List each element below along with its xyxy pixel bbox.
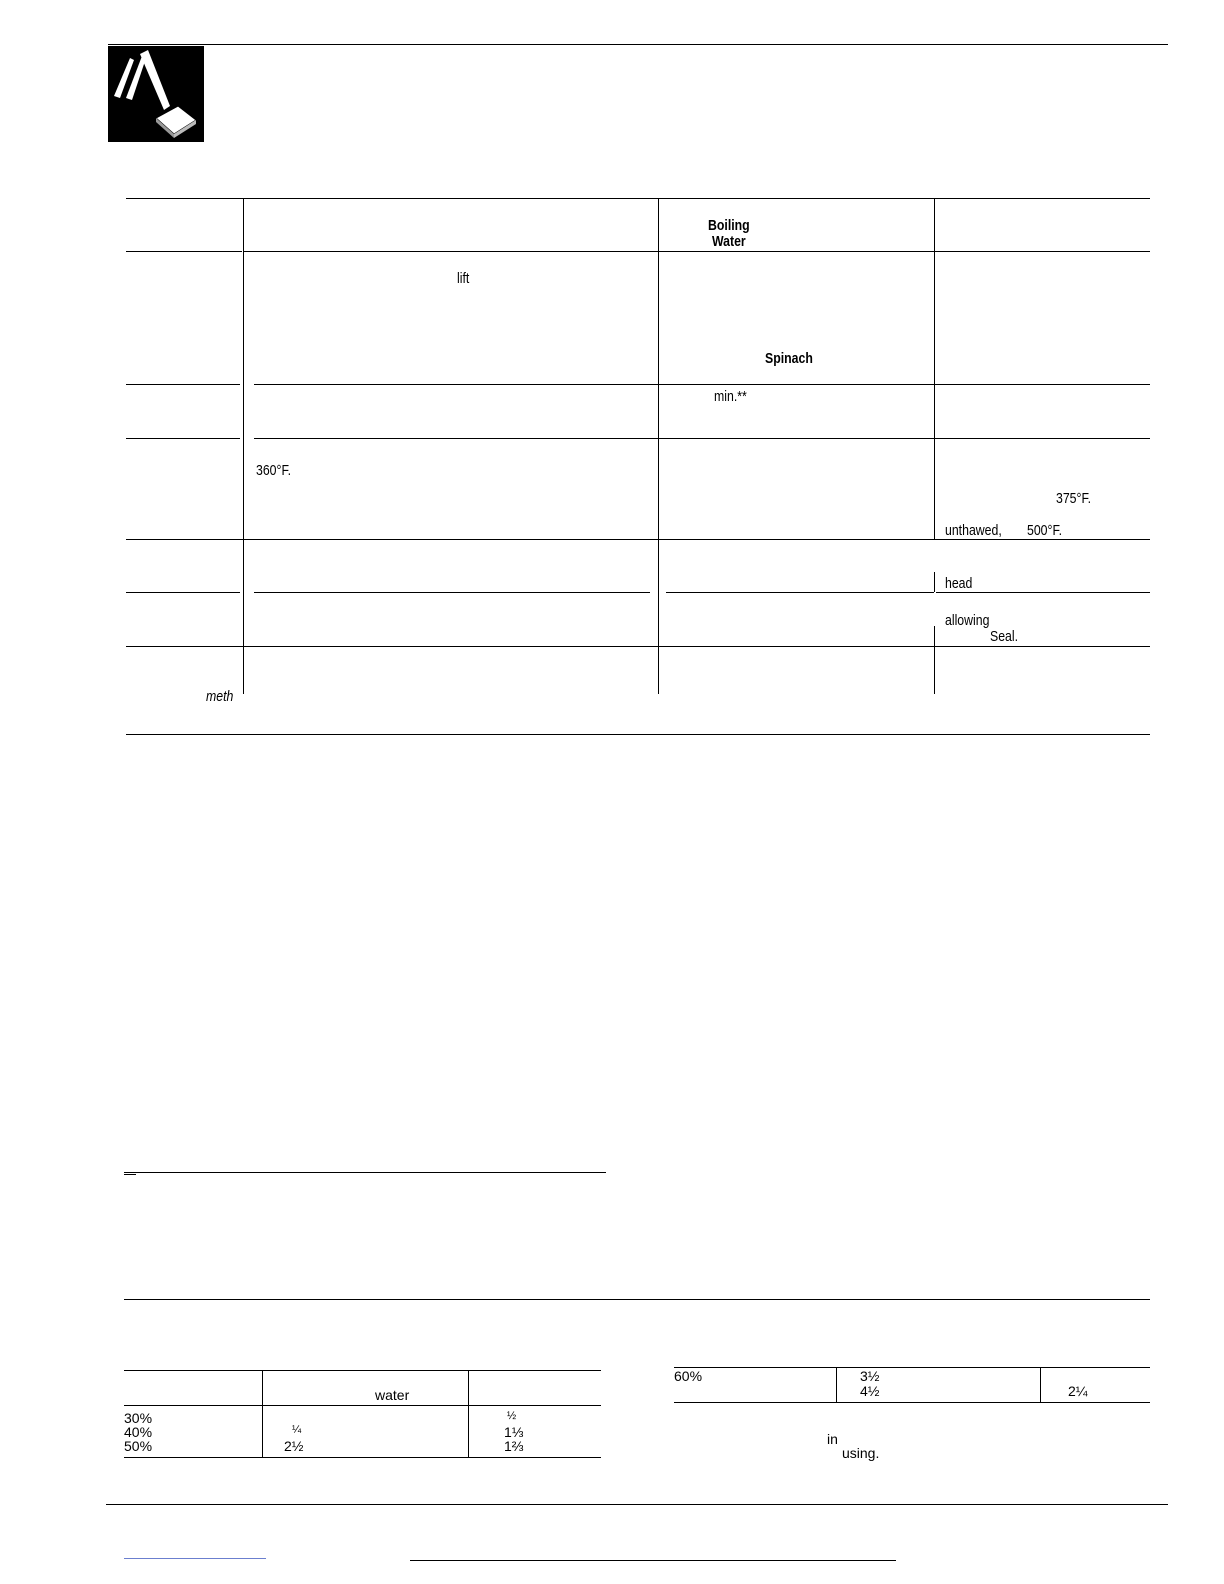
text-spinach: Spinach [765, 350, 813, 367]
table-rule [666, 592, 934, 593]
header-rule [570, 44, 666, 45]
column-rule [658, 198, 659, 694]
header-boiling: Boiling [708, 217, 750, 234]
footer-rule [410, 1560, 896, 1561]
column-rule [934, 198, 935, 540]
ratio-result: 1⅔ [504, 1438, 524, 1454]
table-rule [254, 438, 944, 439]
ratio-water: 4½ [860, 1383, 880, 1399]
table-rule [254, 592, 650, 593]
text-unthawed: unthawed, [945, 522, 1002, 539]
ratio-result: ½ [507, 1410, 517, 1422]
table-rule [126, 384, 240, 385]
table-rule [244, 251, 1150, 252]
text-seal: Seal. [990, 628, 1019, 645]
section-rule [124, 1299, 1150, 1300]
header-rule [666, 44, 1168, 45]
text-method: meth [206, 688, 234, 705]
text-temp-500: 500°F. [1027, 522, 1063, 539]
column-rule [836, 1367, 837, 1403]
column-rule [262, 1370, 263, 1458]
table-rule [126, 592, 240, 593]
table-rule [124, 1370, 601, 1371]
ratio-pct: 50% [124, 1438, 153, 1454]
note-using: using. [842, 1445, 880, 1461]
section-rule-mark [124, 1174, 136, 1175]
header-water: Water [712, 233, 746, 250]
column-rule [243, 198, 244, 694]
column-rule [934, 572, 935, 592]
table-rule [126, 438, 240, 439]
table-rule [674, 1367, 1150, 1368]
ratio-water: ¼ [292, 1424, 302, 1436]
table-rule [126, 539, 1150, 540]
table-rule [944, 646, 1150, 647]
footer-rule [106, 1504, 1168, 1505]
ratio-pct: 30% [124, 1410, 153, 1426]
table-rule [126, 251, 242, 252]
text-temp-360: 360°F. [256, 462, 292, 479]
ratio-water: 3½ [860, 1368, 880, 1384]
table-rule [944, 438, 1150, 439]
hand-pressing-button-icon [108, 46, 204, 142]
ratio-pct: 40% [124, 1424, 153, 1440]
ratio-result: 1⅓ [504, 1424, 524, 1440]
column-rule [934, 626, 935, 694]
header-water: water [375, 1387, 410, 1403]
text-head: head [945, 575, 973, 592]
table-rule [126, 198, 1150, 199]
text-min: min.** [714, 388, 747, 405]
table-rule [126, 734, 1150, 735]
text-allowing: allowing [945, 612, 990, 629]
ratio-result: 2¼ [1068, 1383, 1088, 1399]
section-rule [124, 1172, 606, 1173]
table-rule [674, 1402, 1150, 1403]
ratio-pct: 60% [674, 1368, 703, 1384]
table-rule [936, 592, 1150, 593]
table-rule [124, 1457, 601, 1458]
text-temp-375: 375°F. [1056, 490, 1092, 507]
note-in: in [827, 1431, 838, 1447]
table-rule [126, 646, 944, 647]
header-rule [108, 44, 570, 45]
ratio-water: 2½ [284, 1438, 304, 1454]
table-rule [254, 384, 1150, 385]
column-rule [468, 1370, 469, 1458]
text-lift: lift [457, 270, 470, 287]
column-rule [1040, 1367, 1041, 1403]
table-rule [124, 1405, 601, 1406]
footer-rule-link [124, 1558, 266, 1559]
